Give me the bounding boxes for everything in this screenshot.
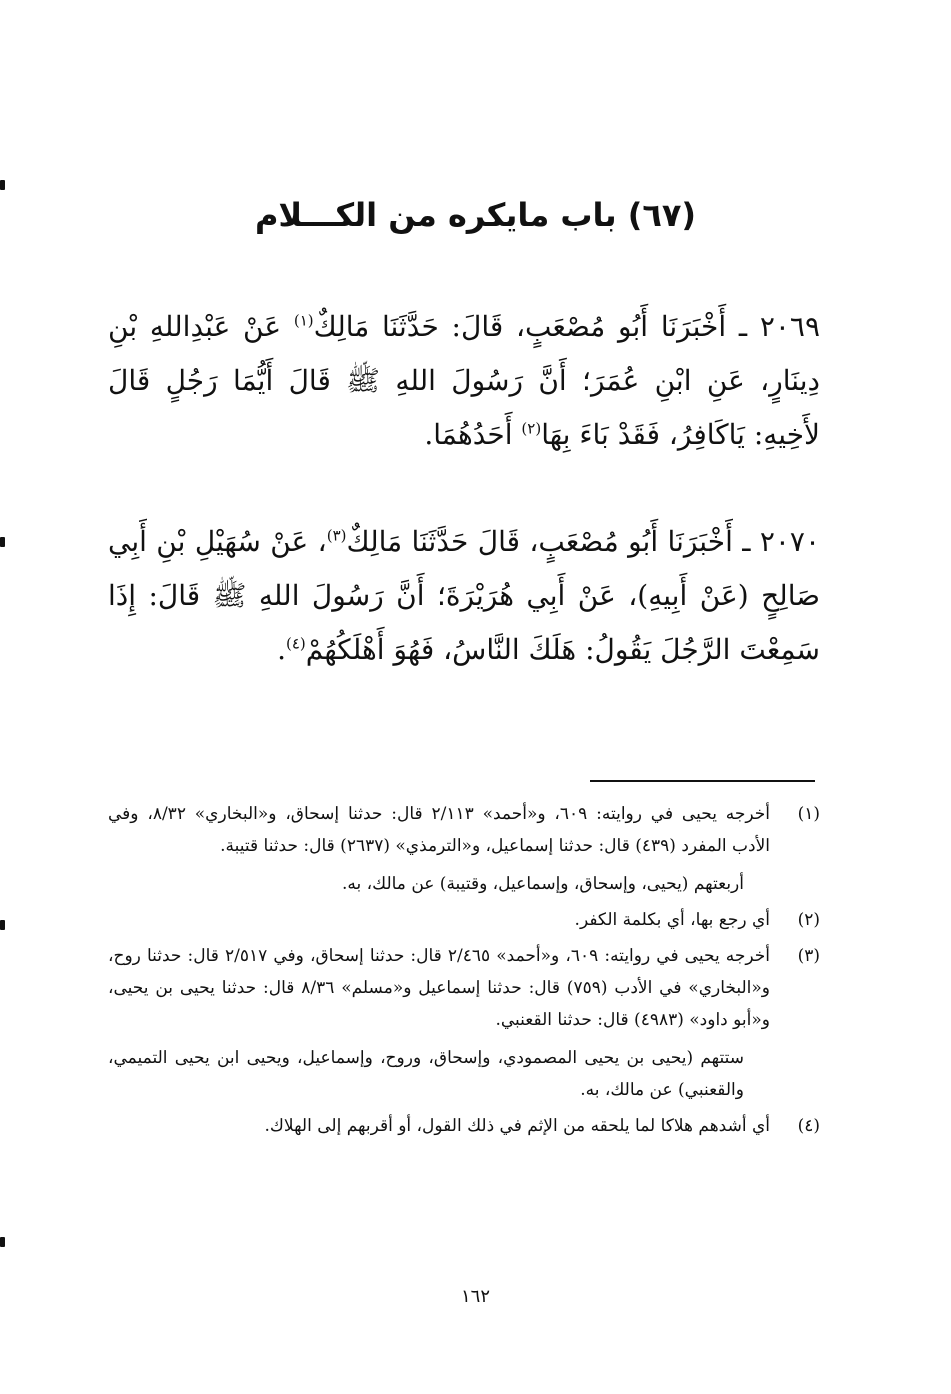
- footnote-body: [108, 798, 770, 900]
- footnote-number: (٢): [797, 910, 820, 930]
- footnote-ref-3[interactable]: (٣): [326, 526, 347, 545]
- footnote-extra: أربعتهم (يحيى، وإسحاق، وإسماعيل، وقتيبة) عن مالك، به.: [341, 874, 744, 894]
- footnote-body: [108, 904, 770, 936]
- margin-mark: [0, 920, 5, 930]
- footnote-2: [108, 904, 820, 936]
- margin-mark: [0, 1237, 5, 1247]
- hadith-text: .: [277, 633, 286, 666]
- footnote-number: (٤): [797, 1116, 820, 1136]
- footnote-number: (١): [797, 804, 820, 824]
- footnote-text: أي أشدهم هلاكا لما يلحقه من الإثم في ذلك القول، أو أقربهم إلى الهلاك.: [264, 1116, 770, 1136]
- footnote-text: أخرجه يحيى في روايته: ٦٠٩، و«أحمد» ٢/٤٦٥ قال: حدثنا إسحاق، وفي ٢/٥١٧ قال: حدثنا روح، و«البخاري» في الأدب (٧٥٩) قال: حدثنا إسماعيل و«مسلم» ٨/٣٦ قال: حدثنا يحيى بن يحيى، و«أبو داود» (٤٩٨٣) قال: حدثنا القعنبي.: [108, 946, 771, 1030]
- hadith-text: أَحَدُهُمَا.: [424, 418, 522, 451]
- footnote-text: أخرجه يحيى في روايته: ٦٠٩، و«أحمد» ٢/١١٣ قال: حدثنا إسحاق، و«البخاري» ٨/٣٢، وفي الأدب المفرد (٤٣٩) قال: حدثنا إسماعيل، و«الترمذي» (٢٦٣٧) قال: حدثنا قتيبة.: [108, 804, 770, 856]
- footnote-ref-4[interactable]: (٤): [285, 634, 306, 653]
- hadith-text: ٢٠٧٠ ـ أَخْبَرَنَا أَبُو مُصْعَبٍ، قَالَ حَدَّثَنَا مَالِكٌ: [346, 525, 820, 558]
- footnote-body: [108, 1110, 770, 1142]
- footnote-ref-2[interactable]: (٢): [521, 419, 542, 438]
- footnote-body: [108, 940, 770, 1106]
- footnotes-section: [108, 798, 820, 1146]
- footnote-text: أي رجع بها، أي بكلمة الكفر.: [574, 910, 770, 930]
- margin-mark: [0, 180, 5, 190]
- margin-mark: [0, 537, 5, 547]
- hadith-text: عَنْ عَبْدِاللهِ بْنِ دِينَارٍ، عَنِ ابْنِ عُمَرَ؛ أَنَّ رَسُولَ اللهِ ﷺ قَالَ أَيُّمَا رَجُلٍ قَالَ لأَخِيهِ: يَاكَافِرُ، فَقَدْ بَاءَ بِهَا: [108, 310, 820, 451]
- footnote-3: [108, 940, 820, 1106]
- hadith-2070: [108, 515, 820, 677]
- footnote-4: [108, 1110, 820, 1142]
- footnote-divider: [590, 780, 815, 782]
- hadith-text: ٢٠٦٩ ـ أَخْبَرَنَا أَبُو مُصْعَبٍ، قَالَ: حَدَّثَنَا مَالِكٌ: [313, 310, 820, 343]
- hadith-text: ، عَنْ سُهَيْلِ بْنِ أَبِي صَالِحٍ (عَنْ أَبِيهِ)، عَنْ أَبِي هُرَيْرَةَ؛ أَنَّ رَسُولَ اللهِ ﷺ قَالَ: إِذَا سَمِعْتَ الرَّجُلَ يَقُولُ: هَلَكَ النَّاسُ، فَهُوَ أَهْلَكُهُمْ: [108, 525, 820, 666]
- chapter-title: (٦٧) باب مايكره من الكـــلام: [254, 196, 697, 234]
- footnote-extra: ستتهم (يحيى بن يحيى المصمودي، وإسحاق، وروح، وإسماعيل، ويحيى ابن يحيى التميمي، والقعنبي) عن مالك، به.: [108, 1048, 744, 1100]
- footnote-ref-1[interactable]: (١): [293, 311, 314, 330]
- page-number: ١٦٢: [460, 1286, 490, 1307]
- footnote-number: (٣): [797, 946, 820, 966]
- hadith-2069: [108, 300, 820, 462]
- footnote-1: [108, 798, 820, 900]
